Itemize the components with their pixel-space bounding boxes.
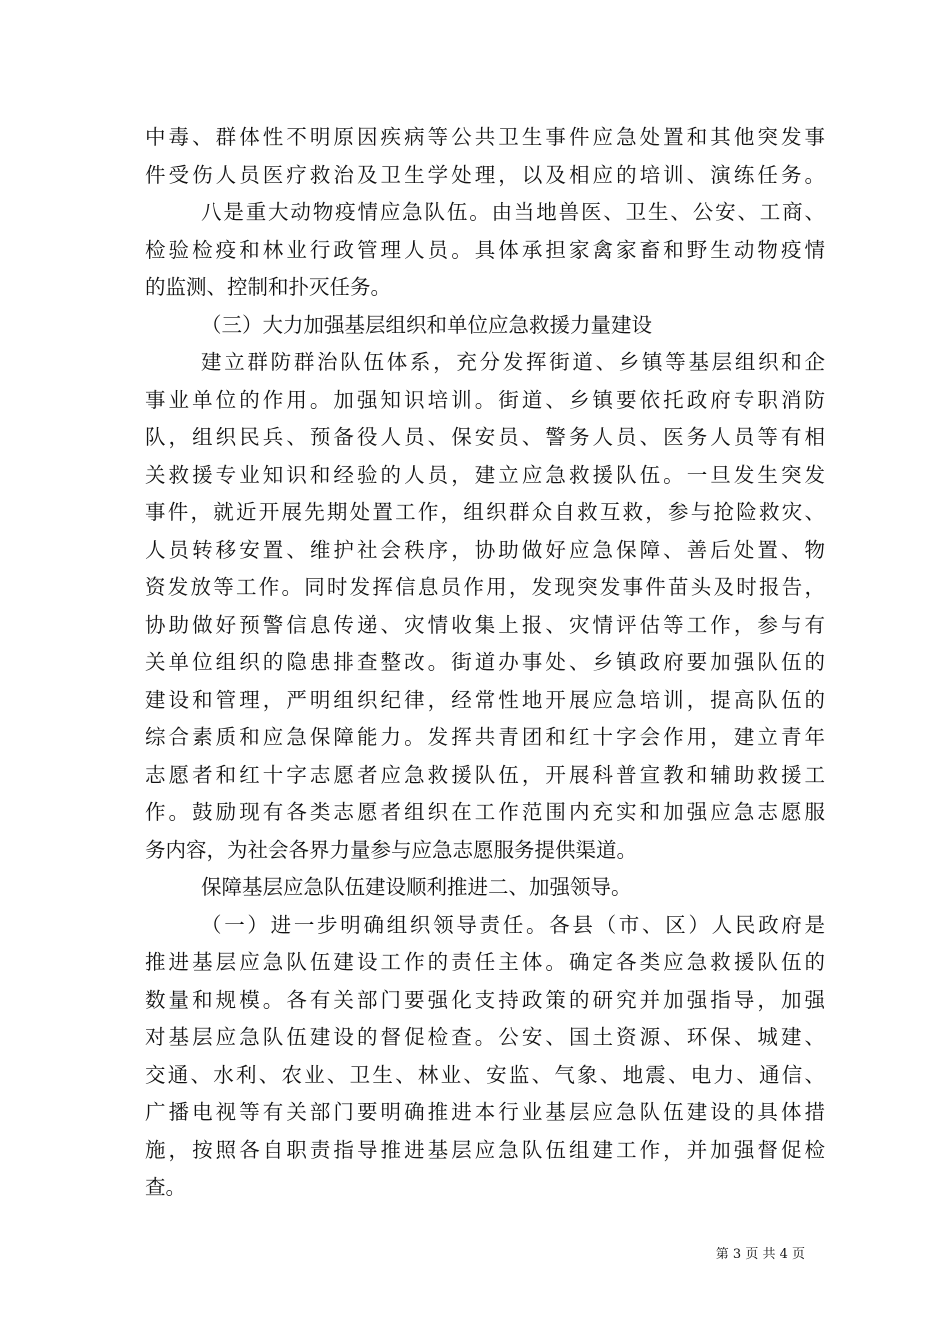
text-line: 队，组织民兵、预备役人员、保安员、警务人员、医务人员等有相 xyxy=(145,425,825,449)
text-line: 人员转移安置、维护社会秩序，协助做好应急保障、善后处置、物 xyxy=(145,537,825,562)
paragraph-first-line: （一）进一步明确组织领导责任。各县（市、区）人民政府是 xyxy=(201,912,825,937)
text-line: 资发放等工作。同时发挥信息员作用，发现突发事件苗头及时报告， xyxy=(145,575,825,599)
text-line: 志愿者和红十字志愿者应急救援队伍，开展科普宣教和辅助救援工 xyxy=(145,762,825,787)
text-line: 施，按照各自职责指导推进基层应急队伍组建工作，并加强督促检 xyxy=(145,1137,825,1162)
paragraph-first-line: 保障基层应急队伍建设顺利推进二、加强领导。 xyxy=(201,875,632,899)
text-line: 建设和管理，严明组织纪律，经常性地开展应急培训，提高队伍的 xyxy=(145,687,825,712)
paragraph-first-line: 八是重大动物疫情应急队伍。由当地兽医、卫生、公安、工商、 xyxy=(201,200,825,224)
text-line: 的监测、控制和扑灭任务。 xyxy=(145,275,391,299)
text-line: 作。鼓励现有各类志愿者组织在工作范围内充实和加强应急志愿服 xyxy=(145,800,825,824)
page-number-footer: 第 3 页 共 4 页 xyxy=(715,1247,805,1262)
text-line: 关单位组织的隐患排查整改。街道办事处、乡镇政府要加强队伍的 xyxy=(145,650,825,674)
text-line: 数量和规模。各有关部门要强化支持政策的研究并加强指导，加强 xyxy=(145,987,825,1012)
text-line: 中毒、群体性不明原因疾病等公共卫生事件应急处置和其他突发事 xyxy=(145,125,825,149)
text-line: 协助做好预警信息传递、灾情收集上报、灾情评估等工作，参与有 xyxy=(145,612,825,637)
text-line: 事件，就近开展先期处置工作，组织群众自救互救，参与抢险救灾、 xyxy=(145,500,825,524)
text-line: 务内容，为社会各界力量参与应急志愿服务提供渠道。 xyxy=(145,837,637,862)
section-heading: （三）大力加强基层组织和单位应急救援力量建设 xyxy=(201,312,652,337)
text-line: 综合素质和应急保障能力。发挥共青团和红十字会作用，建立青年 xyxy=(145,725,825,749)
text-line: 对基层应急队伍建设的督促检查。公安、国土资源、环保、城建、 xyxy=(145,1025,825,1049)
paragraph-first-line: 建立群防群治队伍体系，充分发挥街道、乡镇等基层组织和企 xyxy=(201,350,825,374)
text-line: 推进基层应急队伍建设工作的责任主体。确定各类应急救援队伍的 xyxy=(145,950,825,974)
text-line: 事业单位的作用。加强知识培训。街道、乡镇要依托政府专职消防 xyxy=(145,387,825,412)
text-line: 件受伤人员医疗救治及卫生学处理，以及相应的培训、演练任务。 xyxy=(145,162,825,187)
document-body xyxy=(145,119,825,1207)
text-line: 检验检疫和林业行政管理人员。具体承担家禽家畜和野生动物疫情 xyxy=(145,237,825,262)
text-line: 关救援专业知识和经验的人员，建立应急救援队伍。一旦发生突发 xyxy=(145,462,825,487)
text-line: 广播电视等有关部门要明确推进本行业基层应急队伍建设的具体措 xyxy=(145,1100,825,1124)
text-line: 交通、水利、农业、卫生、林业、安监、气象、地震、电力、通信、 xyxy=(145,1062,825,1087)
text-line: 查。 xyxy=(145,1175,186,1199)
